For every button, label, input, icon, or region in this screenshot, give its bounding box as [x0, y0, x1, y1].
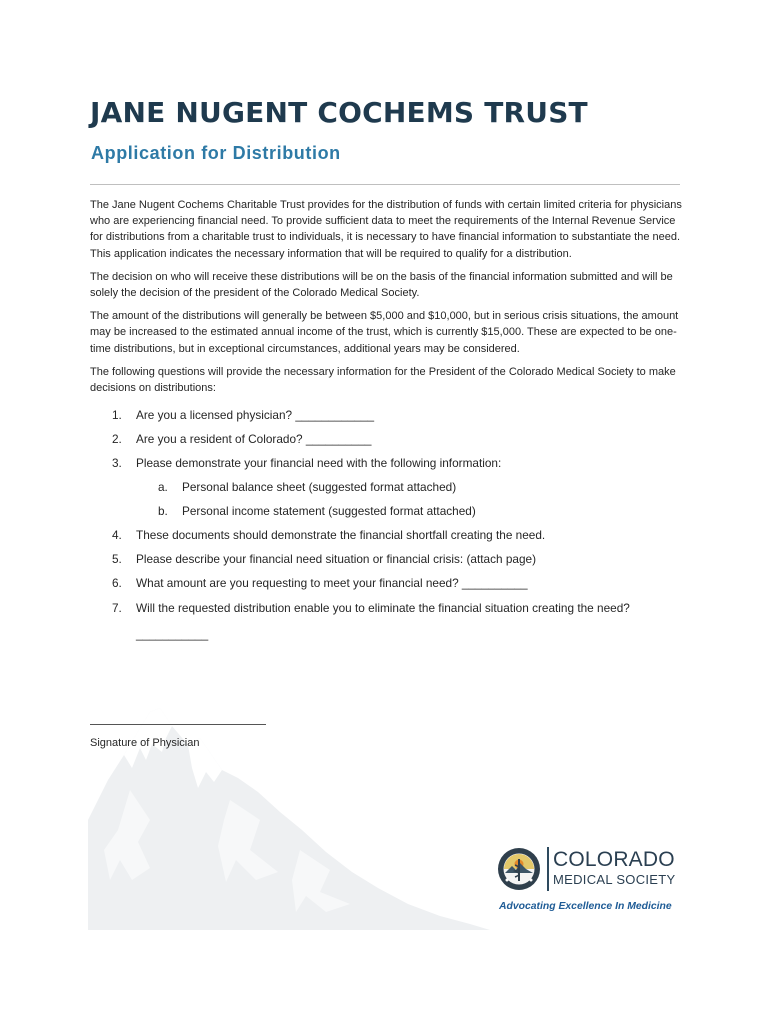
item-number: 7.	[112, 601, 122, 616]
item-text: Please describe your financial need situation or financial crisis: (attach page)	[136, 552, 536, 567]
list-item	[90, 499, 682, 523]
document-subtitle: Application for Distribution	[91, 143, 341, 163]
list-item	[90, 595, 682, 647]
colorado-medical-society-logo	[497, 845, 687, 925]
item-text: Please demonstrate your financial need with the following information:	[136, 456, 502, 471]
list-item	[90, 547, 682, 571]
intro-paragraph: The Jane Nugent Cochems Charitable Trust provides for the distribution of funds with certain limited criteria for physicians who are experiencing financial need. To provide sufficient data to meet the requirements of the Internal Revenue Service for distributions from a charitable trust to individuals, it is necessary to have financial information to substantiate the need. This application indicates the necessary information that will be required to qualify for a distribution.	[90, 199, 682, 260]
list-item	[90, 523, 682, 547]
signature-label: Signature of Physician	[90, 737, 200, 749]
item-number: 1.	[112, 408, 122, 423]
item-text: What amount are you requesting to meet your financial need? __________	[136, 576, 528, 591]
item-text: These documents should demonstrate the financial shortfall creating the need.	[136, 528, 546, 543]
item-letter: b.	[158, 504, 168, 519]
list-item	[90, 403, 682, 427]
amount-paragraph: The amount of the distributions will generally be between $5,000 and $10,000, but in serious crisis situations, the amount may be increased to the estimated annual income of the trust, which is currently $15,000. These are expected to be one-time distributions, but in exceptional circumstances, additional years may be considered.	[90, 310, 679, 355]
logo-subtitle: MEDICAL SOCIETY	[553, 872, 676, 887]
logo-name: COLORADO	[553, 848, 675, 871]
item-text: Personal balance sheet (suggested format attached)	[182, 480, 457, 495]
document-title: JANE NUGENT COCHEMS TRUST	[90, 96, 588, 129]
item-letter: a.	[158, 480, 168, 495]
list-item	[90, 427, 682, 451]
item-text: Are you a licensed physician? ____________	[136, 408, 375, 423]
title-divider	[90, 184, 680, 185]
medical-society-seal-icon	[497, 847, 541, 891]
document-body	[90, 197, 682, 647]
signature-line	[90, 724, 266, 725]
item-text: Will the requested distribution enable you to eliminate the financial situation creating the need? ___________	[136, 601, 630, 642]
questions-intro-paragraph: The following questions will provide the necessary information for the President of the Colorado Medical Society to make decisions on distributions:	[90, 365, 676, 395]
item-number: 4.	[112, 528, 122, 543]
item-number: 6.	[112, 576, 122, 591]
item-number: 2.	[112, 432, 122, 447]
list-item	[90, 571, 682, 595]
questions-list	[90, 403, 682, 647]
list-item	[90, 475, 682, 499]
item-text: Are you a resident of Colorado? __________	[136, 432, 372, 447]
decision-paragraph: The decision on who will receive these distributions will be on the basis of the financial information submitted and will be solely the decision of the president of the Colorado Medical Society.	[90, 270, 673, 300]
logo-divider	[547, 847, 549, 891]
item-number: 5.	[112, 552, 122, 567]
item-number: 3.	[112, 456, 122, 471]
item-text: Personal income statement (suggested format attached)	[182, 504, 476, 519]
list-item	[90, 451, 682, 475]
logo-tagline: Advocating Excellence In Medicine	[499, 901, 672, 912]
